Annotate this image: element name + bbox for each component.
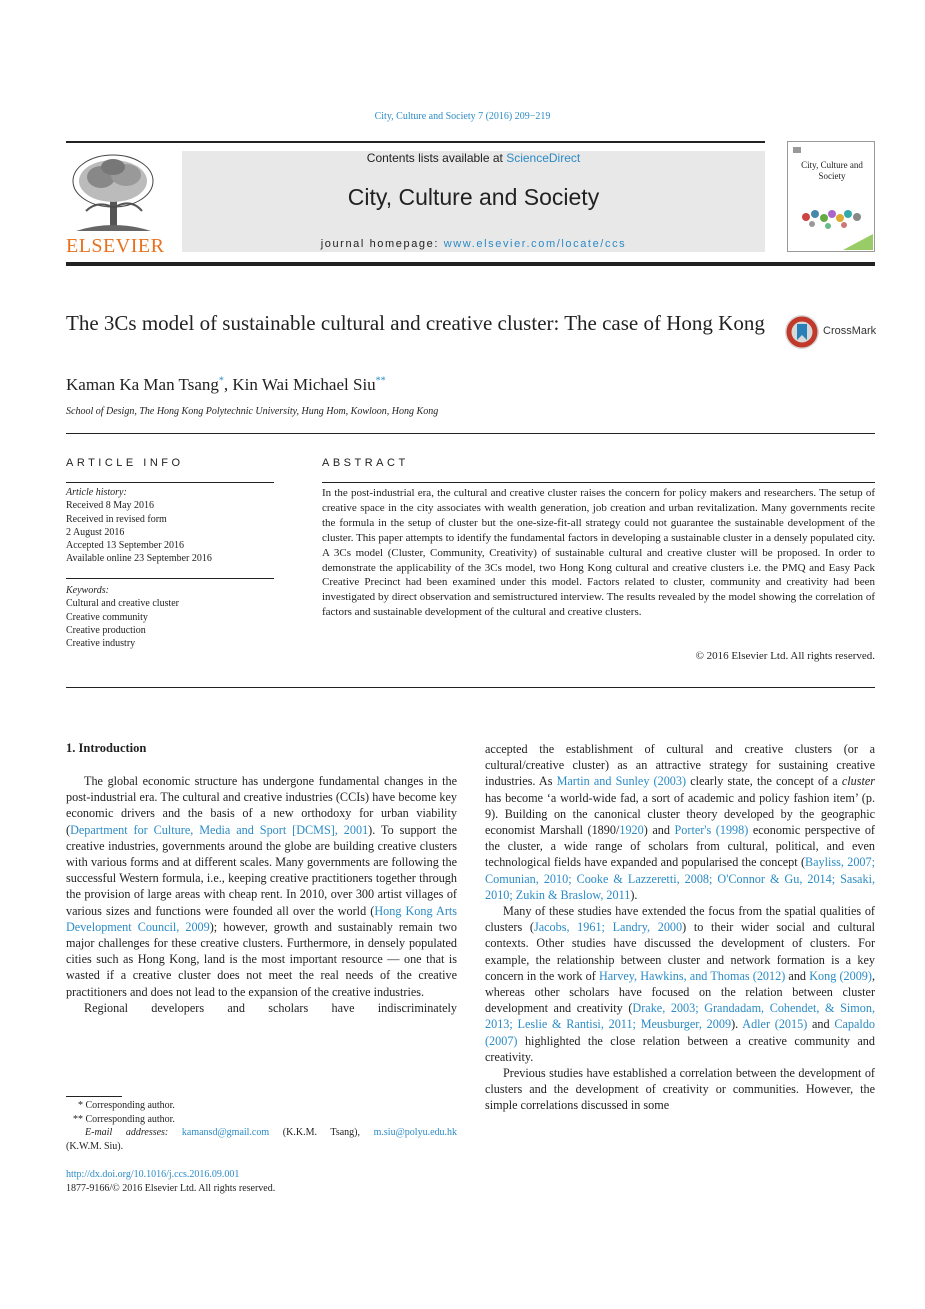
reference-link[interactable]: Hong Kong Arts Development Council, 2009 — [66, 903, 458, 934]
reference-link[interactable]: Jacobs, 1961; Landry, 2000 — [533, 920, 683, 935]
crossmark-label: CrossMark — [823, 325, 877, 337]
corresponding-author-mark[interactable]: ** — [375, 375, 386, 387]
history-entry: Received 8 May 2016 — [66, 500, 155, 512]
doi-link[interactable]: http://dx.doi.org/10.1016/j.ccs.2016.09.001 — [66, 1169, 240, 1180]
article-title: The 3Cs model of sustainable cultural and creative cluster: The case of Hong Kong — [66, 311, 765, 335]
paragraph: Many of these studies have extended the focus from the spatial qualities of clusters (Jacobs, 1961; Landry, 2000) to their wider social and cultural contexts. Other studies have discussed the development of clusters. For example, the relationship between cluster and network formation is a key concern in the work of Harvey, Hawkins, and Thomas (2012) and Kong (2009), whereas other scholars have focused on the relation between cluster development and creativity (Drake, 2003; Grandadam, Cohendet, & Simon, 2013; Leslie & Rantisi, 2011; Meusburger, 2009). Adler (2015) and Capaldo (2007) highlighted the close relation between a creative community and creativity. — [485, 904, 876, 1064]
journal-homepage: journal homepage: www.elsevier.com/locate/ccs — [320, 238, 627, 250]
reference-link[interactable]: Department for Culture, Media and Sport [DCMS], 2001 — [70, 822, 369, 837]
author-name[interactable]: Kin Wai Michael Siu — [232, 375, 376, 394]
history-entry: Accepted 13 September 2016 — [66, 540, 185, 552]
reference-link[interactable]: Martin and Sunley (2003) — [556, 774, 687, 789]
keyword: Creative industry — [66, 638, 136, 650]
email-link[interactable]: kamansd@gmail.com — [181, 1127, 270, 1138]
footnote: * Corresponding author. — [78, 1100, 175, 1111]
article-history — [66, 486, 274, 566]
divider — [322, 482, 875, 483]
keyword: Cultural and creative cluster — [66, 598, 180, 610]
keywords-label: Keywords: — [66, 585, 109, 596]
reference-link[interactable]: 1920 — [619, 823, 644, 838]
divider — [66, 578, 274, 579]
reference-link[interactable]: Drake, 2003; Grandadam, Cohendet, & Simon, 2013; Leslie & Rantisi, 2011; Meusburger, 2009 — [485, 1001, 876, 1032]
keyword: Creative community — [66, 611, 148, 623]
header-top-rule — [66, 141, 765, 143]
email-link[interactable]: m.siu@polyu.edu.hk — [373, 1127, 458, 1138]
elsevier-wordmark: ELSEVIER — [66, 235, 165, 257]
abstract-text: In the post-industrial era, the cultural and creative cluster raises the concern for policy makers and researchers. The setup of creative space in the city associates with wealth generation, job creation and urban revitalization. Many governments recite the formula in the setup of cluster but the one-size-fit-all strategy could not guarantee the sustainable development of the cluster. This paper attempts to identify the fundamental factors in developing a sustainable cluster in a densely populated city. A 3Cs model (Cluster, Community, Creativity) of sustainable cultural and creative cluster will be proposed. In order to demonstrate the applicability of the 3Cs model, two Hong Kong cultural and creative clusters i.e. the PMQ and Easy Pack Creative Precinct had been examined under this model. Factors related to cluster, community and creativity had been investigated by direct observation and semistructured interview. The results revealed by the model showing the correlation of factors and sustainable development of the cultural and creative clusters. — [322, 487, 875, 619]
history-entry: Available online 23 September 2016 — [66, 553, 212, 565]
email-owner: (K.W.M. Siu). — [66, 1140, 124, 1152]
abstract-copyright: © 2016 Elsevier Ltd. All rights reserved. — [695, 650, 875, 662]
footnote: ** Corresponding author. — [73, 1113, 175, 1125]
article-info-heading: ARTICLE INFO — [66, 457, 184, 469]
author-name[interactable]: Kaman Ka Man Tsang — [66, 375, 219, 394]
reference-link[interactable]: Kong (2009) — [809, 968, 872, 983]
body-left-column — [66, 773, 457, 1016]
cover-title: City, Culture and Society — [801, 160, 863, 181]
reference-link[interactable]: Harvey, Hawkins, and Thomas (2012) — [598, 968, 786, 983]
corresponding-author-mark[interactable]: * — [218, 375, 224, 387]
body-right-column — [485, 741, 875, 1114]
footnote-rule — [66, 1096, 122, 1097]
cover-logo-mark — [793, 147, 801, 153]
issn-copyright: 1877-9166/© 2016 Elsevier Ltd. All rights reserved. — [66, 1183, 276, 1194]
reference-link[interactable]: Porter's (1998) — [674, 823, 749, 838]
footnotes — [66, 1099, 457, 1153]
affiliation: School of Design, The Hong Kong Polytechnic University, Hung Hom, Kowloon, Hong Kong — [66, 406, 439, 417]
abstract-heading: ABSTRACT — [322, 457, 409, 469]
history-entry: Received in revised form — [66, 513, 167, 525]
divider — [66, 687, 875, 688]
homepage-link[interactable]: www.elsevier.com/locate/ccs — [443, 238, 627, 250]
cover-corner-graphic — [843, 234, 873, 250]
reference-link[interactable]: Bayliss, 2007; Comunian, 2010; Cooke & Lazzeretti, 2008; O'Connor & Gu, 2014; Sasaki, 2010; Zukin & Braslow, 2011 — [485, 855, 875, 902]
section-heading: 1. Introduction — [66, 741, 147, 755]
divider — [66, 482, 274, 483]
history-entry: 2 August 2016 — [66, 526, 125, 538]
keyword: Creative production — [66, 624, 146, 636]
sciencedirect-link[interactable]: ScienceDirect — [506, 151, 581, 165]
keywords — [66, 584, 274, 650]
journal-citation[interactable]: City, Culture and Society 7 (2016) 209−219 — [374, 111, 551, 122]
reference-link[interactable]: Adler (2015) — [742, 1017, 808, 1032]
paragraph: The global economic structure has undergone fundamental changes in the post-industrial era. The cultural and creative industries (CCIs) have become key economic drivers and the basis of a new orthodoxy for urban viability (Department for Culture, Media and Sport [DCMS], 2001). To support the creative industries, governments around the globe are building creative clusters with various forms and at different scales. Many governments are following the successful Western formula, i.e., keeping creative practitioners together through the provision of large areas with cheap rent. In 2010, over 300 artist villages of various sizes and functions were founded all over the world (Hong Kong Arts Development Council, 2009); however, growth and sustainably remain two major challenges for these creative clusters. Furthermore, in densely populated cities such as Hong Kong, land is the most important resource — one that is wasted if a creative cluster does not meet the real needs of the creative practitioners and does not lead to the expansion of the creative industries. — [66, 774, 458, 999]
paragraph: accepted the establishment of cultural and creative clusters (or a cultural/creative cluster) as an attractive strategy for sustaining creative industries. As Martin and Sunley (2003) clearly state, the concept of a cluster has become ‘a world-wide fad, a sort of academic and policy fashion item’ (p. 9). Building on the canonical cluster theory developed by the geographic economist Marshall (1890/1920) and Porter's (1998) economic perspective of the cluster, a wide range of scholars from cultural, political, and even technological fields have expanded and popularised the concept (Bayliss, 2007; Comunian, 2010; Cooke & Lazzeretti, 2008; O'Connor & Gu, 2014; Sasaki, 2010; Zukin & Braslow, 2011). — [485, 742, 875, 902]
paragraph: Previous studies have established a correlation between the development of clusters and the development of creativity or communities. However, the simple correlations discussed in some — [485, 1066, 875, 1113]
contents-line: Contents lists available at ScienceDirect — [366, 151, 581, 165]
author-list: Kaman Ka Man Tsang*, Kin Wai Michael Siu** — [66, 375, 386, 394]
reference-link[interactable]: Capaldo (2007) — [485, 1017, 876, 1048]
paragraph: Regional developers and scholars have indiscriminately — [84, 1000, 457, 1015]
email-line: E-mail addresses: kamansd@gmail.com (K.K.M. Tsang), m.siu@polyu.edu.hk — [85, 1127, 458, 1138]
crossmark-icon — [784, 314, 820, 350]
header-thick-rule — [66, 262, 875, 266]
divider — [66, 433, 875, 434]
journal-cover-thumbnail[interactable] — [787, 141, 875, 252]
journal-name: City, Culture and Society — [347, 184, 600, 210]
cover-dots-graphic — [800, 202, 864, 232]
history-label: Article history: — [66, 487, 127, 498]
article-footer — [66, 1168, 275, 1196]
